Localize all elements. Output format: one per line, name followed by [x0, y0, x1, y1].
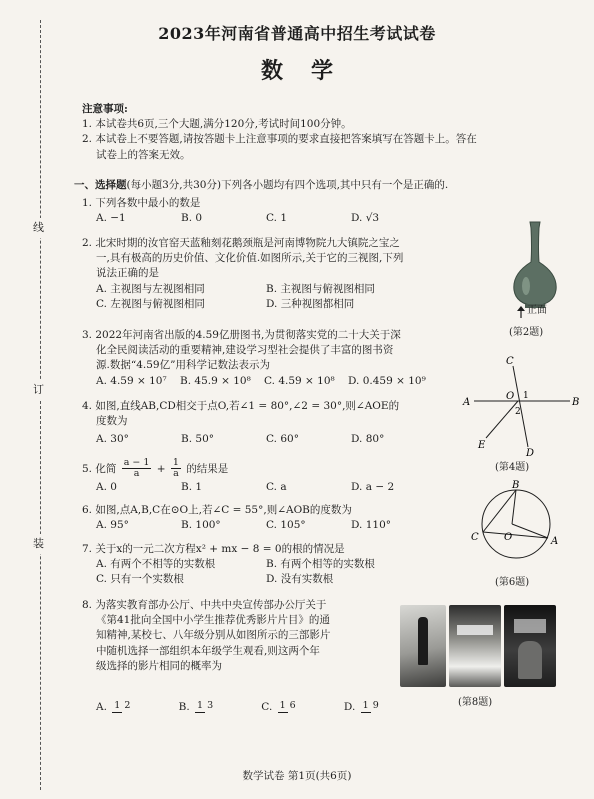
question-6: [82, 503, 482, 533]
q1-option-c: C. 1: [266, 212, 288, 225]
q8-a-den: 2: [124, 700, 131, 712]
q8-a-num: 1: [114, 700, 121, 712]
caption-q8: (第8题): [458, 697, 493, 708]
caption-q2: (第2题): [509, 327, 544, 338]
q3-option-d: D. 0.459 × 10⁹: [348, 374, 426, 387]
exam-title: 2023年河南省普通高中招生考试试卷: [158, 24, 436, 43]
arrow-up-icon: [514, 305, 528, 319]
q6-option-b: B. 100°: [181, 519, 221, 532]
q5-fraction-2: [171, 458, 181, 480]
q5-pre: 5. 化简: [82, 462, 117, 475]
q8-d-fraction: [361, 701, 381, 712]
question-3-stem-3: 源.数据“4.59亿”用科学记数法表示为: [96, 359, 270, 372]
q2-option-a: A. 主视图与左视图相同: [96, 282, 205, 295]
question-4: [82, 399, 482, 448]
q5-option-b: B. 1: [181, 480, 203, 493]
notes-heading: 注意事项:: [82, 103, 128, 115]
label-angle-1: 1: [523, 391, 529, 401]
q5-option-d: D. a − 2: [351, 480, 395, 493]
vase-highlight: [522, 277, 530, 295]
binding-char-ding: 订: [33, 380, 44, 400]
q8-option-b: [179, 700, 262, 715]
q5-frac1-den: a: [133, 468, 140, 480]
label-a: A: [463, 397, 471, 408]
q5-fraction-1: [122, 458, 152, 480]
question-8: [82, 598, 402, 674]
q3-option-c: C. 4.59 × 10⁸: [264, 374, 335, 387]
binding-char-xian: 线: [33, 218, 44, 238]
label-b: B: [572, 397, 580, 408]
q1-option-d: D. √3: [351, 212, 380, 225]
label-c6: C: [471, 532, 479, 543]
section-instructions: (每小题3分,共30分)下列各小题均有四个选项,其中只有一个是正确的.: [126, 179, 449, 191]
vase-figure: [500, 218, 570, 314]
question-5-stem: [82, 458, 502, 480]
poster-3-figure: [518, 641, 542, 679]
caption-q6: (第6题): [495, 577, 530, 588]
q4-option-c: C. 60°: [266, 433, 299, 446]
question-4-stem-2: 度数为: [96, 415, 128, 428]
q4-option-b: B. 50°: [181, 433, 215, 446]
question-1: [82, 196, 502, 226]
notes-item-2a: 2. 本试卷上不要答题,请按答题卡上注意事项的要求直接把答案填写在答题卡上。答在: [82, 133, 477, 146]
caption-q4: (第4题): [495, 462, 530, 473]
q8-a-fraction: [112, 701, 132, 712]
question-7-stem: 7. 关于x的一元二次方程x² + mx − 8 = 0的根的情况是: [82, 543, 345, 555]
q7-option-c: C. 只有一个实数根: [96, 573, 184, 586]
q8-a-letter: A.: [96, 701, 107, 713]
q5-frac1-num: a − 1: [123, 457, 150, 468]
page-footer: 数学试卷 第1页(共6页): [242, 770, 352, 782]
question-8-stem-5: 级选择的影片相同的概率为: [96, 659, 222, 672]
ray-oe: [486, 401, 518, 438]
label-e: E: [478, 440, 486, 451]
q8-c-letter: C.: [261, 701, 273, 713]
exam-subject: 数学: [260, 58, 361, 84]
question-3-stem-1: 3. 2022年河南省出版的4.59亿册图书,为贯彻落实党的二十大关于深: [82, 329, 401, 341]
q4-option-d: D. 80°: [351, 433, 385, 446]
q2-option-d: D. 三种视图都相同: [266, 297, 355, 310]
circle-o: [482, 490, 550, 558]
q6-option-d: D. 110°: [351, 519, 392, 532]
label-a6: A: [551, 536, 559, 547]
question-4-stem-1: 4. 如图,直线AB,CD相交于点O,若∠1 = 80°,∠2 = 30°,则∠AOE的: [82, 400, 400, 412]
q7-option-d: D. 没有实数根: [266, 573, 334, 586]
q8-c-den: 6: [289, 700, 296, 712]
q5-frac2-num: 1: [172, 457, 179, 468]
poster-1-figure: [418, 617, 428, 665]
binding-char-zhuang: 装: [33, 534, 44, 554]
question-3-stem-2: 化全民阅读活动的重要精神,建设学习型社会提供了丰富的图书资: [96, 344, 394, 357]
question-8-stem-4: 中随机选择一部组织本年级学生观看,则这两个年: [96, 644, 320, 657]
q3-option-b: B. 45.9 × 10⁸: [180, 374, 251, 387]
q5-option-a: A. 0: [96, 480, 117, 493]
q8-option-a: [96, 700, 179, 715]
question-2: [82, 236, 502, 312]
q6-option-a: A. 95°: [96, 519, 129, 532]
q8-d-den: 9: [372, 700, 379, 712]
q1-option-a: A. −1: [96, 212, 126, 225]
q6-figure: [456, 478, 566, 568]
binding-dashed-line: [40, 20, 41, 790]
movie-poster-1: [400, 605, 446, 687]
q5-option-c: C. a: [266, 480, 287, 493]
q8-c-fraction: [278, 701, 298, 712]
label-c: C: [506, 356, 514, 367]
chord-ca: [483, 532, 548, 538]
vase-front-label: 正面: [527, 305, 547, 316]
q8-b-letter: B.: [178, 701, 190, 713]
q2-option-b: B. 主视图与俯视图相同: [266, 282, 375, 295]
q7-option-a: A. 有两个不相等的实数根: [96, 558, 216, 571]
chord-bc: [483, 490, 516, 532]
section-heading: [74, 178, 574, 193]
notes-block: [82, 102, 562, 163]
q8-b-fraction: [195, 701, 215, 712]
question-8-stem-1: 8. 为落实教育部办公厅、中共中央宣传部办公厅关于: [82, 599, 327, 611]
question-7: [82, 542, 482, 588]
movie-poster-2: [449, 605, 501, 687]
poster-3-title-strip: [514, 619, 546, 633]
poster-2-title-strip: [457, 625, 493, 635]
q8-option-c: [261, 700, 344, 715]
question-5: [82, 458, 502, 495]
q2-option-c: C. 左视图与俯视图相同: [96, 297, 205, 310]
movie-poster-3: [504, 605, 556, 687]
question-3: [82, 328, 502, 389]
q5-plus: +: [156, 462, 166, 475]
label-d: D: [526, 448, 535, 456]
q8-d-num: 1: [362, 700, 369, 712]
question-2-stem-2: 一,具有极高的历史价值、文化价值.如图所示,关于它的三视图,下列: [96, 252, 404, 265]
q3-option-a: A. 4.59 × 10⁷: [96, 374, 167, 387]
label-o: O: [506, 391, 515, 402]
q8-option-d: [344, 700, 412, 715]
question-2-stem-1: 2. 北宋时期的汝官窑天蓝釉刻花鹅颈瓶是河南博物院九大镇院之宝之: [82, 237, 400, 249]
q8-b-den: 3: [207, 700, 214, 712]
question-1-stem: 1. 下列各数中最小的数是: [82, 197, 201, 209]
q4-option-a: A. 30°: [96, 433, 129, 446]
question-6-stem: 6. 如图,点A,B,C在⊙O上,若∠C = 55°,则∠AOB的度数为: [82, 504, 352, 516]
q8-c-num: 1: [279, 700, 286, 712]
vase-body: [514, 222, 556, 306]
q8-b-num: 1: [197, 700, 204, 712]
q8-options: [82, 700, 412, 715]
notes-item-2b: 试卷上的答案无效。: [96, 148, 191, 161]
section-label: 一、选择题: [74, 179, 127, 191]
q7-option-b: B. 有两个相等的实数根: [266, 558, 375, 571]
question-8-stem-3: 知精神,某校七、八年级分别从如图所示的三部影片: [96, 629, 331, 642]
q5-frac2-den: a: [173, 468, 179, 480]
question-2-stem-3: 说法正确的是: [96, 267, 159, 280]
q8-d-letter: D.: [343, 701, 356, 713]
notes-item-1: 1. 本试卷共6页,三个大题,满分120分,考试时间100分钟。: [82, 118, 352, 131]
label-angle-2: 2: [515, 407, 521, 417]
label-o6: O: [504, 532, 513, 543]
label-b6: B: [512, 480, 520, 491]
q5-post: 的结果是: [186, 462, 229, 475]
q6-option-c: C. 105°: [266, 519, 306, 532]
q4-figure: [460, 352, 580, 456]
question-8-stem-2: 《第41批向全国中小学生推荐优秀影片片目》的通: [96, 614, 330, 627]
q1-option-b: B. 0: [181, 212, 203, 225]
